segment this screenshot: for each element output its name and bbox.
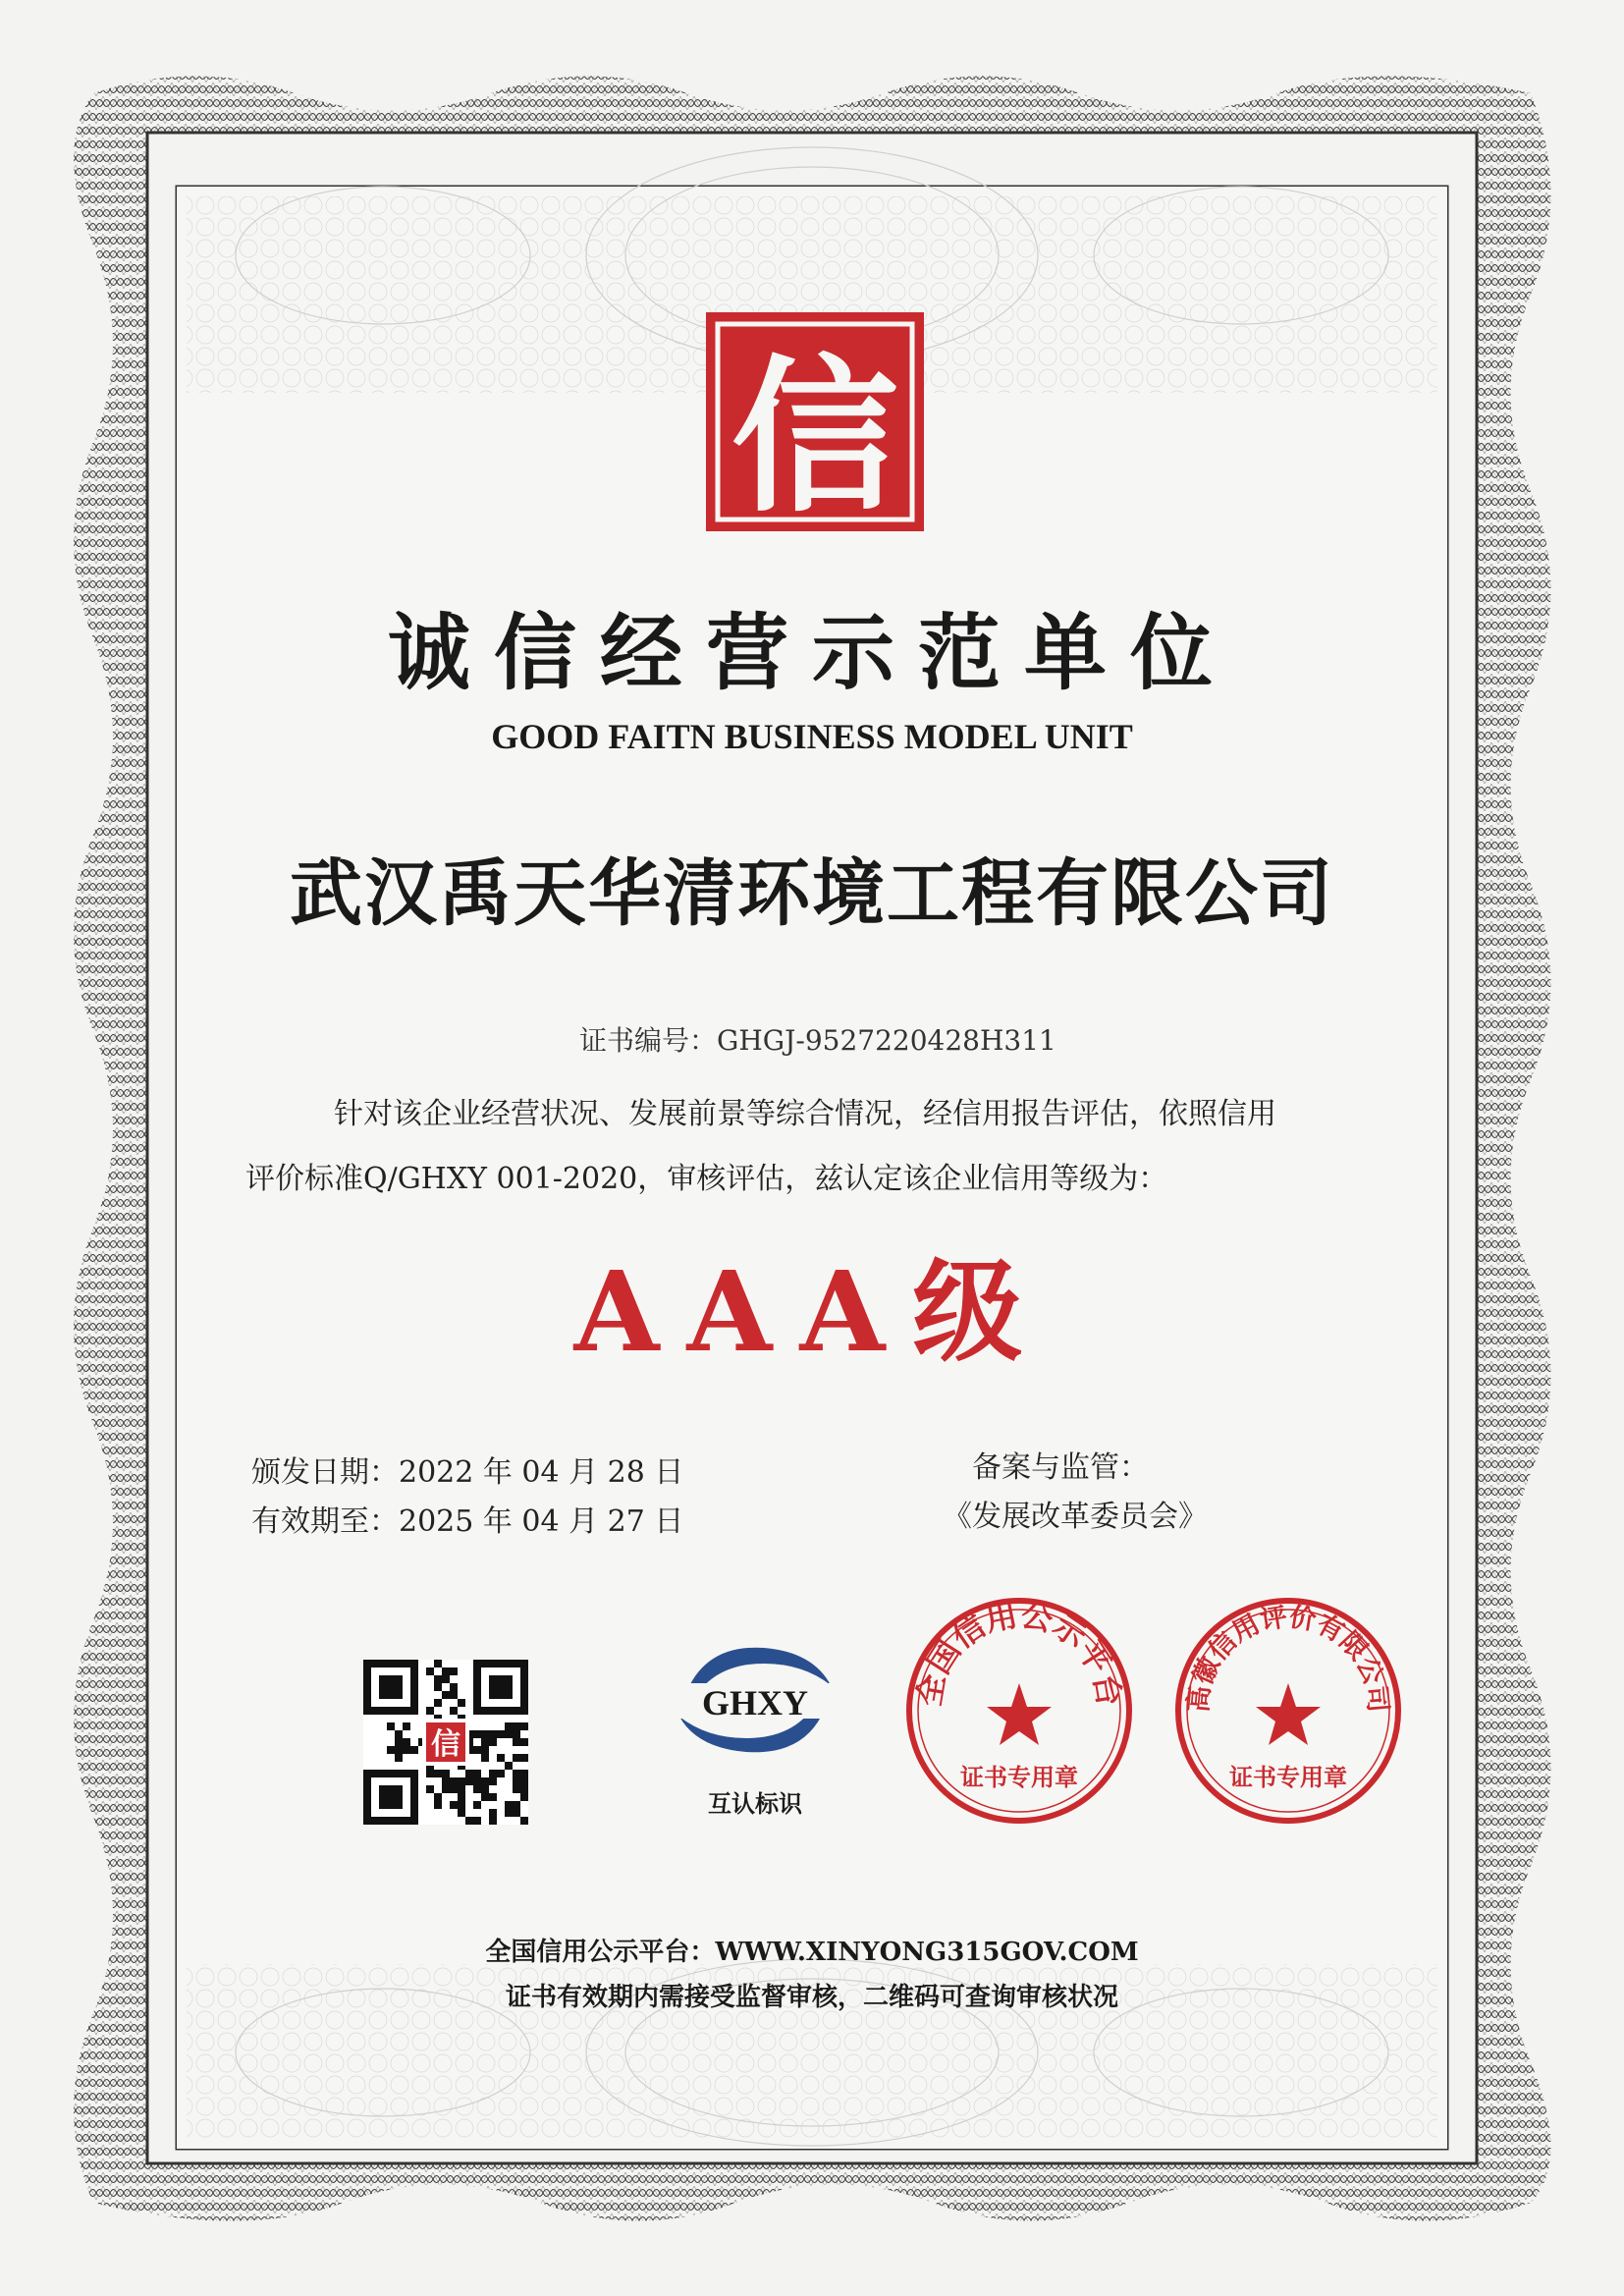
paragraph-line-1: 针对该企业经营状况、发展前景等综合情况，经信用报告评估，依照信用 bbox=[334, 1097, 1276, 1131]
ghxy-logo-text: GHXY bbox=[702, 1683, 808, 1722]
issue-date: 颁发日期：2022 年 04 月 28 日 bbox=[251, 1455, 684, 1490]
footer-notice: 证书有效期内需接受监督审核，二维码可查询审核状况 bbox=[505, 1983, 1118, 2012]
certificate-title-english: GOOD FAITN BUSINESS MODEL UNIT bbox=[491, 717, 1133, 756]
credit-grade: AAA级 bbox=[573, 1248, 1051, 1377]
qr-center-glyph: 信 bbox=[431, 1727, 460, 1762]
valid-until: 有效期至：2025 年 04 月 27 日 bbox=[251, 1504, 684, 1539]
ghxy-caption: 互认标识 bbox=[708, 1789, 802, 1818]
qr-code[interactable] bbox=[363, 1660, 528, 1825]
filing-label: 备案与监管： bbox=[972, 1450, 1149, 1485]
seal-b-ring-text: 高徽信用评价有限公司 bbox=[1183, 1602, 1393, 1714]
seal-credit-company bbox=[1170, 1593, 1406, 1829]
seal-a-bottom-text: 证书专用章 bbox=[960, 1764, 1078, 1791]
footer-platform-url: 全国信用公示平台：WWW.XINYONG315GOV.COM bbox=[485, 1938, 1139, 1967]
logo-glyph: 信 bbox=[731, 341, 899, 533]
certificate-title: 诚信经营示范单位 bbox=[387, 604, 1236, 701]
seal-b-bottom-text: 证书专用章 bbox=[1229, 1764, 1347, 1791]
paragraph-line-2: 评价标准Q/GHXY 001-2020，审核评估，兹认定该企业信用等级为： bbox=[245, 1162, 1168, 1196]
ghxy-logo bbox=[666, 1638, 844, 1762]
seal-national-credit-platform bbox=[901, 1593, 1137, 1829]
seal-a-ring-text: 全国信用公示平台 bbox=[909, 1596, 1129, 1709]
certificate-number: 证书编号：GHGJ-9527220428H311 bbox=[579, 1024, 1056, 1057]
filing-organization: 《发展改革委员会》 bbox=[943, 1500, 1208, 1534]
xin-logo bbox=[704, 310, 926, 533]
company-name: 武汉禹天华清环境工程有限公司 bbox=[290, 851, 1334, 936]
